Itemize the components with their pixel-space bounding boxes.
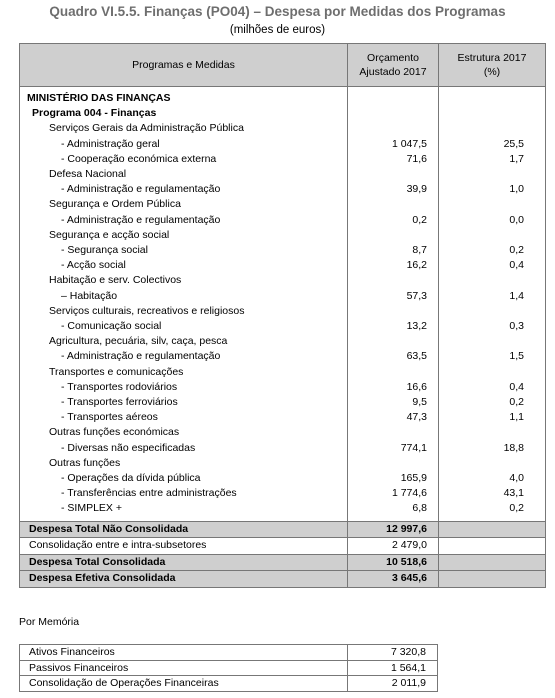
table-row: [20, 289, 546, 304]
row-label: Outras funções económicas: [20, 425, 348, 440]
table-row: [20, 273, 546, 288]
row-budget-value: [348, 365, 439, 380]
total-value: 12 997,6: [348, 521, 439, 538]
total-value: 3 645,6: [348, 571, 439, 588]
total-label: Consolidação entre e intra-subsetores: [20, 538, 348, 555]
row-budget-value: 1 774,6: [348, 486, 439, 501]
memo-label-cell: Passivos Financeiros: [20, 660, 348, 676]
row-budget-value: 39,9: [348, 182, 439, 197]
row-budget-value: [348, 121, 439, 136]
row-structure-pct: [439, 91, 546, 106]
header-structure: [439, 44, 546, 87]
row-structure-pct: [439, 197, 546, 212]
header-structure-line1: Estrutura 2017: [457, 52, 527, 64]
total-label: Despesa Efetiva Consolidada: [20, 571, 348, 588]
row-budget-value: [348, 106, 439, 121]
table-row: [20, 349, 546, 364]
table-row: [20, 319, 546, 334]
row-label: - Cooperação económica externa: [20, 152, 348, 167]
row-label: - Operações da dívida pública: [20, 471, 348, 486]
row-structure-pct: 1,4: [439, 289, 546, 304]
total-empty-cell: [439, 521, 546, 538]
row-label: Serviços culturais, recreativos e religiosos: [20, 304, 348, 319]
row-label: - Administração geral: [20, 137, 348, 152]
total-row: [20, 521, 546, 538]
table-row: [20, 486, 546, 501]
row-structure-pct: 1,5: [439, 349, 546, 364]
row-budget-value: [348, 425, 439, 440]
row-budget-value: 16,6: [348, 380, 439, 395]
row-budget-value: 71,6: [348, 152, 439, 167]
total-row: [20, 538, 546, 555]
row-structure-pct: 0,4: [439, 380, 546, 395]
expenditure-table: [19, 43, 546, 588]
row-structure-pct: 25,5: [439, 137, 546, 152]
table-row: [20, 137, 546, 152]
row-structure-pct: 1,0: [439, 182, 546, 197]
table-row: [20, 106, 546, 121]
row-structure-pct: [439, 273, 546, 288]
row-budget-value: 165,9: [348, 471, 439, 486]
row-budget-value: 57,3: [348, 289, 439, 304]
row-budget-value: 16,2: [348, 258, 439, 273]
row-budget-value: 13,2: [348, 319, 439, 334]
row-structure-pct: 4,0: [439, 471, 546, 486]
row-label: - Comunicação social: [20, 319, 348, 334]
row-label: - Administração e regulamentação: [20, 213, 348, 228]
total-label: Despesa Total Consolidada: [20, 554, 348, 571]
table-row: [20, 304, 546, 319]
memo-row: [20, 645, 438, 661]
row-budget-value: [348, 91, 439, 106]
row-label: - Transferências entre administrações: [20, 486, 348, 501]
memo-table: [19, 644, 438, 692]
row-structure-pct: 43,1: [439, 486, 546, 501]
table-row: [20, 334, 546, 349]
memo-row: [20, 660, 438, 676]
memo-label: Por Memória: [19, 616, 80, 628]
table-row: [20, 501, 546, 516]
row-label: Defesa Nacional: [20, 167, 348, 182]
row-structure-pct: [439, 167, 546, 182]
row-budget-value: [348, 456, 439, 471]
table-row: [20, 441, 546, 456]
total-empty-cell: [439, 571, 546, 588]
header-budget-line2: Ajustado 2017: [359, 66, 427, 78]
memo-value: 2 011,9: [348, 676, 438, 692]
row-structure-pct: [439, 304, 546, 319]
row-label: - Administração e regulamentação: [20, 182, 348, 197]
row-structure-pct: 0,4: [439, 258, 546, 273]
row-budget-value: 47,3: [348, 410, 439, 425]
header-budget: [348, 44, 439, 87]
total-empty-cell: [439, 554, 546, 571]
row-budget-value: 63,5: [348, 349, 439, 364]
row-label: MINISTÉRIO DAS FINANÇAS: [20, 91, 348, 106]
row-structure-pct: 1,1: [439, 410, 546, 425]
row-label: - SIMPLEX +: [20, 501, 348, 516]
row-budget-value: 774,1: [348, 441, 439, 456]
table-row: [20, 395, 546, 410]
row-structure-pct: [439, 456, 546, 471]
row-structure-pct: 0,2: [439, 243, 546, 258]
table-body: [20, 87, 546, 522]
memo-label-cell: Ativos Financeiros: [20, 645, 348, 661]
table-row: [20, 152, 546, 167]
row-budget-value: [348, 304, 439, 319]
row-structure-pct: 1,7: [439, 152, 546, 167]
table-units: (milhões de euros): [229, 24, 326, 36]
row-label: Segurança e Ordem Pública: [20, 197, 348, 212]
row-budget-value: 8,7: [348, 243, 439, 258]
table-row: [20, 91, 546, 106]
table-row: [20, 167, 546, 182]
row-label: - Acção social: [20, 258, 348, 273]
row-budget-value: [348, 197, 439, 212]
row-budget-value: [348, 273, 439, 288]
total-value: 10 518,6: [348, 554, 439, 571]
header-budget-line1: Orçamento: [367, 52, 419, 64]
total-label: Despesa Total Não Consolidada: [20, 521, 348, 538]
header-row: [20, 44, 546, 87]
row-structure-pct: 18,8: [439, 441, 546, 456]
row-label: Segurança e acção social: [20, 228, 348, 243]
row-label: Outras funções: [20, 456, 348, 471]
row-structure-pct: 0,2: [439, 395, 546, 410]
header-programs: Programas e Medidas: [20, 44, 348, 87]
row-budget-value: [348, 167, 439, 182]
table-row: [20, 380, 546, 395]
table-row: [20, 197, 546, 212]
row-structure-pct: [439, 334, 546, 349]
table-row: [20, 410, 546, 425]
row-label: Transportes e comunicações: [20, 365, 348, 380]
total-row: [20, 554, 546, 571]
row-label: - Transportes ferroviários: [20, 395, 348, 410]
row-budget-value: 6,8: [348, 501, 439, 516]
memo-value: 1 564,1: [348, 660, 438, 676]
row-budget-value: [348, 334, 439, 349]
row-label: - Transportes rodoviários: [20, 380, 348, 395]
row-label: - Administração e regulamentação: [20, 349, 348, 364]
table-row: [20, 365, 546, 380]
table-row: [20, 243, 546, 258]
row-budget-value: 0,2: [348, 213, 439, 228]
table-row: [20, 228, 546, 243]
memo-value: 7 320,8: [348, 645, 438, 661]
row-structure-pct: 0,0: [439, 213, 546, 228]
table-title: Quadro VI.5.5. Finanças (PO04) – Despesa por Medidas dos Programas: [49, 4, 506, 19]
row-budget-value: 9,5: [348, 395, 439, 410]
totals-section: [20, 521, 546, 587]
row-structure-pct: [439, 228, 546, 243]
table-row: [20, 182, 546, 197]
row-structure-pct: [439, 425, 546, 440]
row-budget-value: 1 047,5: [348, 137, 439, 152]
table-row: [20, 456, 546, 471]
table-row: [20, 213, 546, 228]
header-structure-line2: (%): [483, 66, 501, 78]
row-label: - Diversas não especificadas: [20, 441, 348, 456]
table-row: [20, 471, 546, 486]
row-structure-pct: 0,3: [439, 319, 546, 334]
row-structure-pct: [439, 121, 546, 136]
row-label: Serviços Gerais da Administração Pública: [20, 121, 348, 136]
row-structure-pct: 0,2: [439, 501, 546, 516]
total-value: 2 479,0: [348, 538, 439, 555]
row-budget-value: [348, 228, 439, 243]
memo-row: [20, 676, 438, 692]
table-row: [20, 258, 546, 273]
row-label: Agricultura, pecuária, silv, caça, pesca: [20, 334, 348, 349]
total-empty-cell: [439, 538, 546, 555]
table-row: [20, 425, 546, 440]
memo-label-cell: Consolidação de Operações Financeiras: [20, 676, 348, 692]
row-label: – Habitação: [20, 289, 348, 304]
row-label: - Transportes aéreos: [20, 410, 348, 425]
row-label: Habitação e serv. Colectivos: [20, 273, 348, 288]
row-structure-pct: [439, 106, 546, 121]
row-label: Programa 004 - Finanças: [20, 106, 348, 121]
row-label: - Segurança social: [20, 243, 348, 258]
table-row: [20, 121, 546, 136]
row-structure-pct: [439, 365, 546, 380]
total-row: [20, 571, 546, 588]
